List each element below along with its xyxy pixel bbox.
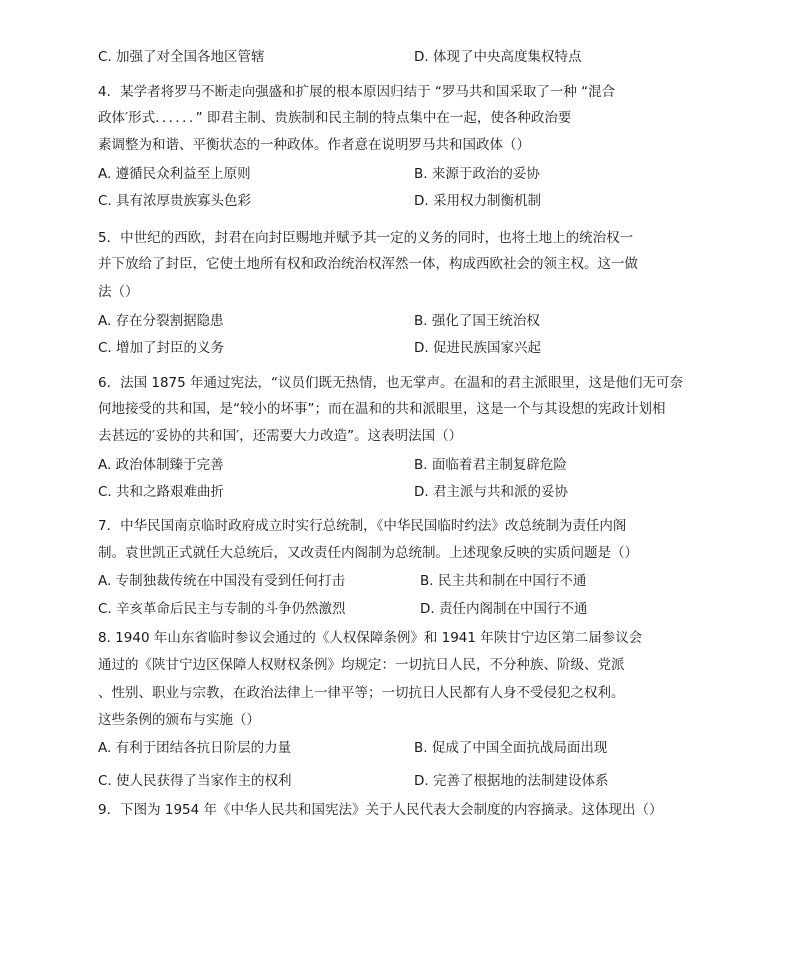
q4-stem-line-3: 素调整为和谐、平衡状态的一种政体。作者意在说明罗马共和国政体（） (98, 137, 530, 153)
q5-stem-line-1: 5．中世纪的西欧，封君在向封臣赐地并赋予其一定的义务的同时，也将土地上的统治权一 (98, 230, 634, 246)
q7-option-a: A. 专制独裁传统在中国没有受到任何打击 (98, 573, 346, 589)
q6-option-a: A. 政治体制臻于完善 (98, 457, 224, 473)
q8-option-a: A. 有利于团结各抗日阶层的力量 (98, 740, 292, 756)
q5-option-d: D. 促进民族国家兴起 (414, 340, 541, 356)
q8-stem-line-1: 8. 1940 年山东省临时参议会通过的《人权保障条例》和 1941 年陕甘宁边区第二届参议会 (98, 630, 643, 646)
q3-option-d: D. 体现了中央高度集权特点 (414, 49, 582, 65)
q5-stem-line-3: 法（） (98, 284, 139, 300)
q4-stem-line-2: 政体′形式．．．．．．” 即君主制、贵族制和民主制的特点集中在一起，使各种政治要 (98, 110, 572, 126)
q3-option-c: C. 加强了对全国各地区管辖 (98, 49, 265, 65)
q6-stem-line-1: 6．法国 1875 年通过宪法，“议员们既无热情，也无掌声。在温和的君主派眼里，这是他们无可奈 (98, 375, 684, 391)
q5-option-c: C. 增加了封臣的义务 (98, 340, 225, 356)
q6-option-d: D. 君主派与共和派的妥协 (414, 484, 568, 500)
q7-stem-line-2: 制。袁世凯正式就任大总统后，又改责任内阁制为总统制。上述现象反映的实质问题是（） (98, 545, 638, 561)
q7-option-c: C. 辛亥革命后民主与专制的斗争仍然激烈 (98, 601, 346, 617)
q4-option-c: C. 具有浓厚贵族寡头色彩 (98, 193, 252, 209)
q5-option-b: B. 强化了国王统治权 (414, 313, 540, 329)
q4-option-b: B. 来源于政治的妥协 (414, 166, 540, 182)
q8-stem-line-4: 这些条例的颁布与实施（） (98, 712, 260, 728)
q6-option-b: B. 面临着君主制复辟危险 (414, 457, 567, 473)
q7-stem-line-1: 7．中华民国南京临时政府成立时实行总统制，《中华民国临时约法》改总统制为责任内阁 (98, 518, 627, 534)
q5-stem-line-2: 并下放给了封臣，它使土地所有权和政治统治权浑然一体，构成西欧社会的领主权。这一做 (98, 256, 638, 272)
q5-option-a: A. 存在分裂割据隐患 (98, 313, 224, 329)
q9-stem-line-1: 9．下图为 1954 年《中华人民共和国宪法》关于人民代表大会制度的内容摘录。这体现出（） (98, 802, 663, 818)
q8-option-c: C. 使人民获得了当家作主的权利 (98, 773, 292, 789)
q4-stem-line-1: 4．某学者将罗马不断走向强盛和扩展的根本原因归结于 “罗马共和国采取了一种 “混合 (98, 84, 616, 100)
q4-option-a: A. 遵循民众利益至上原则 (98, 166, 251, 182)
q6-stem-line-2: 何地接受的共和国，是“较小的坏事”；而在温和的共和派眼里，这是一个与其设想的宪政计划相 (98, 401, 666, 417)
q6-option-c: C. 共和之路艰难曲折 (98, 484, 225, 500)
q7-option-d: D. 责任内阁制在中国行不通 (420, 601, 588, 617)
q8-option-b: B. 促成了中国全面抗战局面出现 (414, 740, 608, 756)
q8-stem-line-3: 、性别、职业与宗教，在政治法律上一律平等；一切抗日人民都有人身不受侵犯之权利。 (98, 685, 625, 701)
q4-option-d: D. 采用权力制衡机制 (414, 193, 541, 209)
q8-stem-line-2: 通过的《陕甘宁边区保障人权财权条例》均规定：一切抗日人民，不分种族、阶级、党派 (98, 657, 625, 673)
q7-option-b: B. 民主共和制在中国行不通 (420, 573, 587, 589)
q6-stem-line-3: 去甚远的′妥协的共和国′，还需要大力改造”。这表明法国（） (98, 428, 463, 444)
q8-option-d: D. 完善了根据地的法制建设体系 (414, 773, 609, 789)
